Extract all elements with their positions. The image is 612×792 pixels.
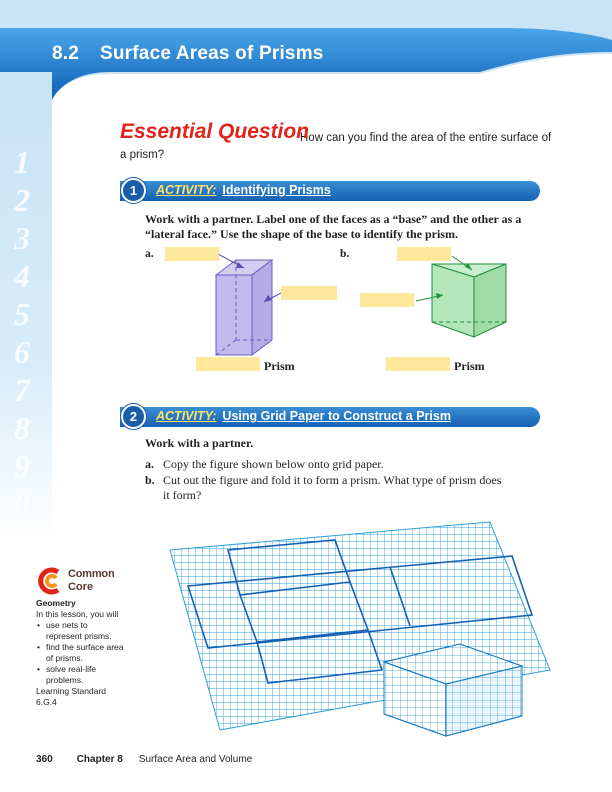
prism-word-a: Prism bbox=[264, 359, 295, 373]
footer-chapter-title: Surface Area and Volume bbox=[138, 754, 253, 765]
activity-1-name: Identifying Prisms bbox=[222, 183, 331, 197]
bullet-line: represent prisms. bbox=[46, 630, 112, 641]
common-core-logo bbox=[36, 566, 66, 596]
answer-blank-prism-type-a[interactable] bbox=[196, 357, 260, 371]
page-footer bbox=[36, 754, 252, 765]
margin-digit: 0 bbox=[14, 486, 30, 522]
common-core-topic: Geometry bbox=[36, 598, 76, 608]
activity-1-keyword: ACTIVITY: bbox=[156, 183, 217, 197]
bullet-line: solve real-life problems. bbox=[46, 664, 97, 685]
grid-paper-net-figure bbox=[160, 520, 560, 742]
part-b-label: b. bbox=[340, 248, 350, 260]
step-b-text: Cut out the figure and fold it to form a prism. What type of prism does bbox=[163, 473, 502, 487]
list-item bbox=[36, 642, 132, 663]
activity-2-name: Using Grid Paper to Construct a Prism bbox=[222, 409, 451, 423]
margin-digit: 3 bbox=[14, 220, 30, 256]
learning-standard-label: Learning Standard bbox=[36, 686, 106, 696]
answer-blank-lateral-a[interactable] bbox=[281, 286, 337, 300]
activity-2-number: 2 bbox=[121, 404, 146, 429]
activity-2-keyword: ACTIVITY: bbox=[156, 409, 217, 423]
step-a bbox=[145, 457, 525, 472]
activity-2-title bbox=[156, 409, 451, 423]
section-title bbox=[52, 43, 324, 65]
step-b-text-continued: it form? bbox=[163, 488, 202, 502]
step-a-letter: a. bbox=[145, 457, 154, 471]
margin-digit: 1 bbox=[14, 144, 30, 180]
common-core-title-line1: Common bbox=[68, 568, 115, 580]
step-b bbox=[145, 473, 525, 503]
footer-chapter: Chapter 8 bbox=[76, 754, 123, 765]
list-item bbox=[36, 664, 132, 685]
answer-blank-lateral-b[interactable] bbox=[360, 293, 414, 307]
learning-standard-value: 6.G.4 bbox=[36, 696, 57, 707]
activity-1-number: 1 bbox=[121, 178, 146, 203]
margin-digit: 9 bbox=[14, 448, 30, 484]
essential-question-text: How can you find the area of the entire surface of a prism? bbox=[120, 132, 552, 161]
activity-1-title bbox=[156, 183, 331, 197]
margin-number-strip bbox=[0, 100, 52, 540]
margin-digit: 7 bbox=[14, 372, 30, 408]
common-core-bullets bbox=[36, 620, 132, 685]
bullet-line: find the surface area bbox=[46, 642, 124, 652]
prism-word-b: Prism bbox=[454, 359, 485, 373]
bullet-line: of prisms. bbox=[46, 652, 83, 663]
bullet-line: use nets to bbox=[46, 620, 88, 630]
margin-digit: 5 bbox=[14, 296, 30, 332]
activity-1-instructions: Work with a partner. Label one of the faces as a “base” and the other as a “lateral face.” Use the shape of the base to identify the prism. bbox=[145, 212, 522, 241]
answer-blank-base-a[interactable] bbox=[165, 247, 219, 261]
common-core-intro: In this lesson, you will bbox=[36, 608, 119, 619]
essential-question-label: Essential Question bbox=[120, 120, 310, 143]
list-item bbox=[36, 620, 132, 641]
section-name: Surface Areas of Prisms bbox=[100, 43, 324, 64]
margin-digit: 8 bbox=[14, 410, 30, 446]
margin-digit: 2 bbox=[14, 182, 30, 218]
margin-digit: 4 bbox=[14, 258, 30, 294]
step-b-letter: b. bbox=[145, 473, 155, 487]
activity-2-instructions: Work with a partner. bbox=[145, 436, 254, 450]
common-core-title-line2: Core bbox=[68, 581, 94, 593]
step-a-text: Copy the figure shown below onto grid paper. bbox=[163, 457, 384, 471]
part-a-label: a. bbox=[145, 248, 154, 260]
page-number: 360 bbox=[36, 754, 53, 765]
section-number: 8.2 bbox=[52, 43, 80, 64]
common-core-box bbox=[36, 598, 132, 707]
answer-blank-prism-type-b[interactable] bbox=[386, 357, 450, 371]
margin-digit: 6 bbox=[14, 334, 30, 370]
answer-blank-base-b[interactable] bbox=[397, 247, 451, 261]
